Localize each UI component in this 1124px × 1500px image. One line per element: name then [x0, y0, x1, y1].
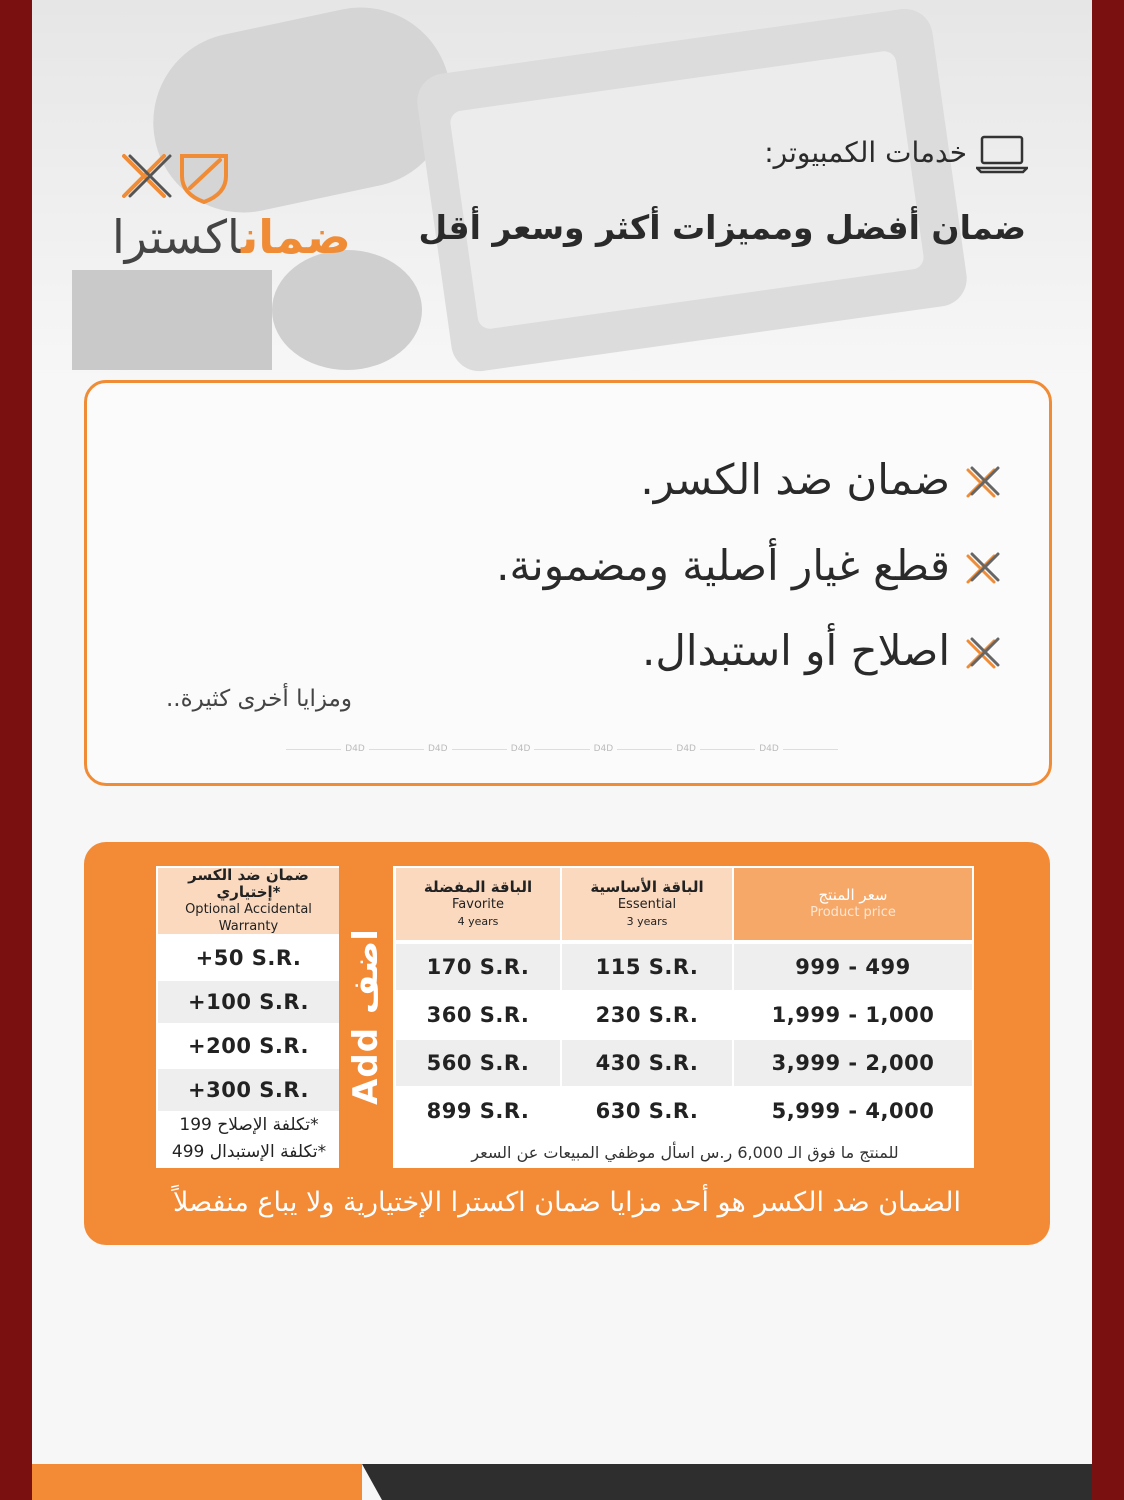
- table-cell: 170 S.R.: [396, 944, 560, 990]
- more-features-text: ومزايا أخرى كثيرة..: [165, 686, 352, 712]
- header-accidental: ضمان ضد الكسر إختياري* Optional Accidental Warranty: [158, 868, 339, 934]
- laptop-icon: [976, 134, 1028, 174]
- table-cell: 1,999 - 1,000: [734, 992, 972, 1038]
- section-label: خدمات الكمبيوتر:: [764, 136, 967, 169]
- header-price: سعر المنتج Product price: [734, 868, 972, 940]
- add-label: Add اضف: [346, 929, 387, 1105]
- table-cell: 630 S.R.: [562, 1088, 732, 1134]
- feature-item: ضمان ضد الكسر.: [640, 455, 950, 504]
- feature-item: اصلاح أو استبدال.: [642, 626, 950, 675]
- header-favorite: الباقة المفضلة Favorite 4 years: [396, 868, 560, 940]
- table-cell: 430 S.R.: [562, 1040, 732, 1086]
- feature-item: قطع غيار أصلية ومضمونة.: [496, 541, 950, 590]
- replace-fee: *تكلفة الإستبدال 499: [171, 1142, 327, 1162]
- brand-name: ضماناكسترا: [112, 210, 351, 264]
- header-essential: الباقة الأساسية Essential 3 years: [562, 868, 732, 940]
- bottom-bar-dark: [342, 1464, 1092, 1500]
- table-cell: 3,999 - 2,000: [734, 1040, 972, 1086]
- table-cell: 560 S.R.: [396, 1040, 560, 1086]
- x-bullet-icon: [964, 550, 1000, 586]
- x-bullet-icon: [964, 635, 1000, 671]
- page: [32, 0, 1092, 1500]
- accidental-price: +200 S.R.: [158, 1025, 339, 1067]
- brand-logo: [112, 148, 362, 268]
- table-note: للمنتج ما فوق الـ 6,000 ر.س اسأل موظفي المبيعات عن السعر: [471, 1142, 899, 1162]
- table-cell: 999 - 499: [734, 944, 972, 990]
- table-cell: 115 S.R.: [562, 944, 732, 990]
- table-cell: 360 S.R.: [396, 992, 560, 1038]
- brand-mark-icon: [116, 148, 236, 204]
- footer-note: الضمان ضد الكسر هو أحد مزايا ضمان اكسترا الإختيارية ولا يباع منفصلاً: [172, 1186, 962, 1218]
- accidental-price: +300 S.R.: [158, 1069, 339, 1111]
- bottom-bar-accent: [32, 1464, 362, 1500]
- watermark-strip: D4D D4D D4D D4D D4D D4D: [282, 742, 842, 756]
- page-title: ضمان أفضل ومميزات أكثر وسعر أقل: [418, 208, 1026, 247]
- repair-fee: *تكلفة الإصلاح 199: [179, 1115, 319, 1135]
- accidental-price: +50 S.R.: [158, 937, 339, 979]
- x-bullet-icon: [964, 464, 1000, 500]
- accidental-price: +100 S.R.: [158, 981, 339, 1023]
- table-cell: 230 S.R.: [562, 992, 732, 1038]
- table-cell: 899 S.R.: [396, 1088, 560, 1134]
- table-cell: 5,999 - 4,000: [734, 1088, 972, 1134]
